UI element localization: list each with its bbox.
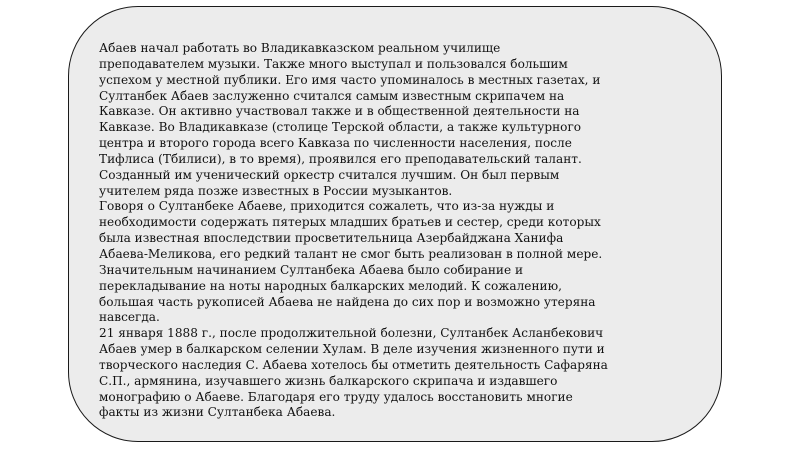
paragraph-career: Абаев начал работать во Владикавказском реальном училище преподавателем музыки. Также много выступал и пользовался большим успехом у местной публики. Его имя часто упоминалось в местных газетах, и Султанбек Абаев заслуженно считался самым известным скрипачем на Кавказе. Он активно участвовал также и в общественной деятельности на Кавказе. Во Владикавказе (столице Терской области, а также культурного центра и второго города всего Кавказа по численности населения, после Тифлиса (Тбилиси), в то время), проявился его преподавательский талант. Созданный им ученический оркестр считался лучшим. Он был первым учителем ряда позже известных в России музыкантов. bbox=[99, 41, 601, 198]
paragraph-death: 21 января 1888 г., после продолжительной болезни, Султанбек Асланбекович Абаев умер в балкарском селении Хулам. В деле изучения жизненного пути и творческого наследия С. Абаева хотелось бы отметить деятельность Сафаряна С.П., армянина, изучавшего жизнь балкарского скрипача и издавшего монографию о Абаеве. Благодаря его труду удалось восстановить многие факты из жизни Султанбека Абаева. bbox=[99, 326, 608, 420]
slide-text bbox=[99, 41, 659, 421]
paragraph-hardship: Говоря о Султанбеке Абаеве, приходится сожалеть, что из-за нужды и необходимости содержать пятерых младших братьев и сестер, среди которых была известная впоследствии просветительница Азербайджана Ханифа Абаева-Меликова, его редкий талант не смог быть реализован в полной мере. Значительным начинанием Султанбека Абаева было собирание и перекладывание на ноты народных балкарских мелодий. К сожалению, большая часть рукописей Абаева не найдена до сих пор и возможно утеряна навсегда. bbox=[99, 199, 603, 325]
